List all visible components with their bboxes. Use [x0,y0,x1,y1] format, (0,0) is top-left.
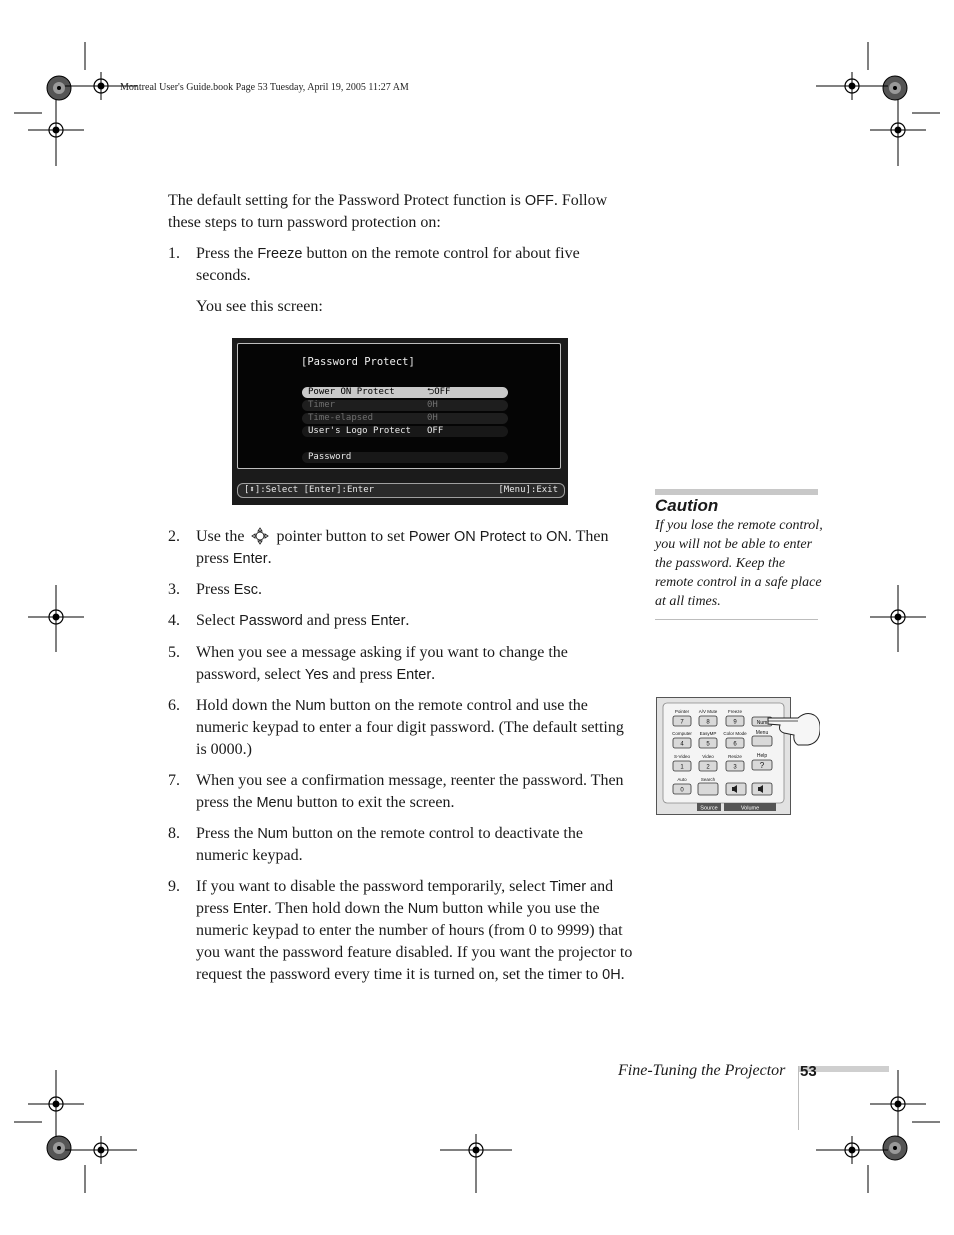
remote-key-label: Search [700,777,716,782]
screen-caption: You see this screen: [196,298,323,315]
remote-menu-label: Menu [755,730,769,736]
remote-key-number: 3 [733,764,737,771]
text-run: Press the [196,825,258,842]
text-run: to [525,528,547,545]
text-run: and press [302,612,371,629]
step-number: 8. [168,825,180,842]
print-header-stamp: Montreal User's Guide.book Page 53 Tuesday, April 19, 2005 11:27 AM [120,82,409,93]
ui-keyword: Num [295,698,326,714]
text-run: . [405,612,410,629]
ui-keyword: Password [239,613,303,629]
caution-rule [655,619,818,620]
osd-row-label: Password [308,452,352,462]
osd-menu-row[interactable] [302,452,508,463]
text-run: and press [328,666,397,683]
step-number: 1. [168,245,180,262]
remote-key-number: 8 [706,719,710,726]
remote-key-number: 1 [680,764,684,771]
step-text [196,823,636,867]
text-run: button while you use the numeric keypad to enter the number of hours (from 0 to 9999) that you want the password feature disabled. If you want the projector to request the password every time it is turned on, set the timer to [196,900,633,983]
page-number: 53 [800,1063,817,1080]
text-run: . Then press [196,528,609,567]
osd-footer-right: [Menu]:Exit [498,485,558,495]
remote-key-label: S-Video [674,754,690,759]
step-text [196,243,636,287]
text-run: When you see a message asking if you want to change the password, select [196,644,568,683]
step-text [196,610,636,632]
remote-key-label: Video [702,754,714,759]
text-run: Hold down the [196,697,296,714]
ui-keyword: 0H [602,967,621,983]
text-run: pointer button to set [272,528,409,545]
osd-row-label: Timer [308,400,336,410]
remote-search-key[interactable] [698,783,718,795]
osd-row-label: Power ON Protect [308,387,395,397]
text-run: button on the remote control to deactivate the numeric keypad. [196,825,583,864]
step-text [196,770,636,814]
text-run: . [431,666,436,683]
step-number: 2. [168,528,180,545]
ui-keyword: Num [407,901,439,917]
osd-row-label: User's Logo Protect [308,426,411,436]
ui-keyword: Power ON Protect [408,529,526,545]
ui-keyword: Enter [232,901,268,917]
osd-menu-row[interactable] [302,400,508,411]
footer-rule [798,1066,799,1130]
osd-footer [237,483,565,498]
ui-keyword: Yes [304,667,329,683]
remote-key-number: 6 [733,741,737,748]
ui-keyword: Num [257,826,288,842]
text-run: . [257,581,262,598]
text-run: and press [196,878,614,917]
remote-key-label: Color Mode [723,731,747,736]
osd-row-label: Time-elapsed [308,413,374,423]
source-label: Source [700,805,718,812]
ui-keyword: Enter [232,551,268,567]
remote-key-number: 9 [733,719,737,726]
intro-paragraph: The default setting for the Password Protect function is OFF. Follow these steps to turn password protection on: [168,192,608,231]
osd-row-value: OFF [427,426,444,436]
text-run: . [267,550,272,567]
ui-keyword: Menu [256,795,293,811]
remote-help-glyph: ? [759,761,765,770]
step-text [196,642,636,686]
osd-panel [237,343,561,469]
ui-keyword: Esc [233,582,258,598]
osd-row-value: 0H [427,413,438,423]
text-run: Press [196,581,234,598]
text-run: . [620,966,625,983]
osd-menu-row[interactable] [302,387,508,398]
ui-keyword: Enter [396,667,432,683]
osd-footer-left: [⬍]:Select [Enter]:Enter [244,485,375,495]
remote-key-label: Auto [677,777,687,782]
text-run: button on the remote control and use the numeric keypad to enter a four digit password. (The default setting is 0000.) [196,697,624,758]
text-run: button to exit the screen. [292,794,455,811]
step-number: 9. [168,878,180,895]
ui-keyword: Freeze [257,246,303,262]
remote-key-label: Freeze [727,709,743,714]
pointer-button-icon [251,527,269,545]
remote-num-label: Num [756,720,768,726]
text-run: button on the remote control for about five seconds. [196,245,580,284]
step-number: 4. [168,612,180,629]
caution-text: If you lose the remote control, you will not be able to enter the password. Keep the remote control in a safe place at all times. [655,518,823,609]
remote-help-label: Help [756,753,768,759]
step-number: 3. [168,581,180,598]
step-number: 5. [168,644,180,661]
footer-section-title: Fine-Tuning the Projector [618,1062,786,1079]
text-run: Select [196,612,240,629]
remote-key-number: 7 [680,719,684,726]
keyword-off: OFF [524,193,554,209]
remote-key-label: Resize [728,754,742,759]
caution-bar [655,489,818,495]
remote-key-label: Computer [672,731,692,736]
remote-keypad-illustration [656,697,820,815]
osd-menu-row[interactable] [302,426,508,437]
osd-row-value: ⮌OFF [427,387,451,397]
step-number: 6. [168,697,180,714]
text-run: Press the [196,245,258,262]
step-number: 7. [168,772,180,789]
caution-heading: Caution [655,496,719,515]
text-run: If you want to disable the password temporarily, select [196,878,550,895]
volume-label: Volume [740,805,760,812]
step-text [196,579,636,601]
remote-key-label: EasyMP [699,731,717,736]
osd-row-value: 0H [427,400,438,410]
remote-key-number: 2 [706,764,710,771]
password-protect-screen [232,338,568,505]
text-run: Use the [196,528,249,545]
step-text [196,695,636,761]
text-run: When you see a confirmation message, reenter the password. Then press the [196,772,624,811]
osd-title: [Password Protect] [301,356,415,368]
remote-key-label: Pointer [674,709,690,714]
ui-keyword: ON [546,529,568,545]
step-text [196,526,636,570]
remote-menu-key[interactable] [752,736,772,746]
remote-key-number: 5 [706,741,710,748]
remote-key-number: 0 [680,787,684,794]
remote-key-label: A/V Mute [698,709,718,714]
ui-keyword: Timer [549,879,587,895]
osd-menu-row[interactable] [302,413,508,424]
remote-key-number: 4 [680,741,684,748]
step-text [196,876,636,986]
ui-keyword: Enter [370,613,406,629]
text-run: . Then hold down the [267,900,408,917]
